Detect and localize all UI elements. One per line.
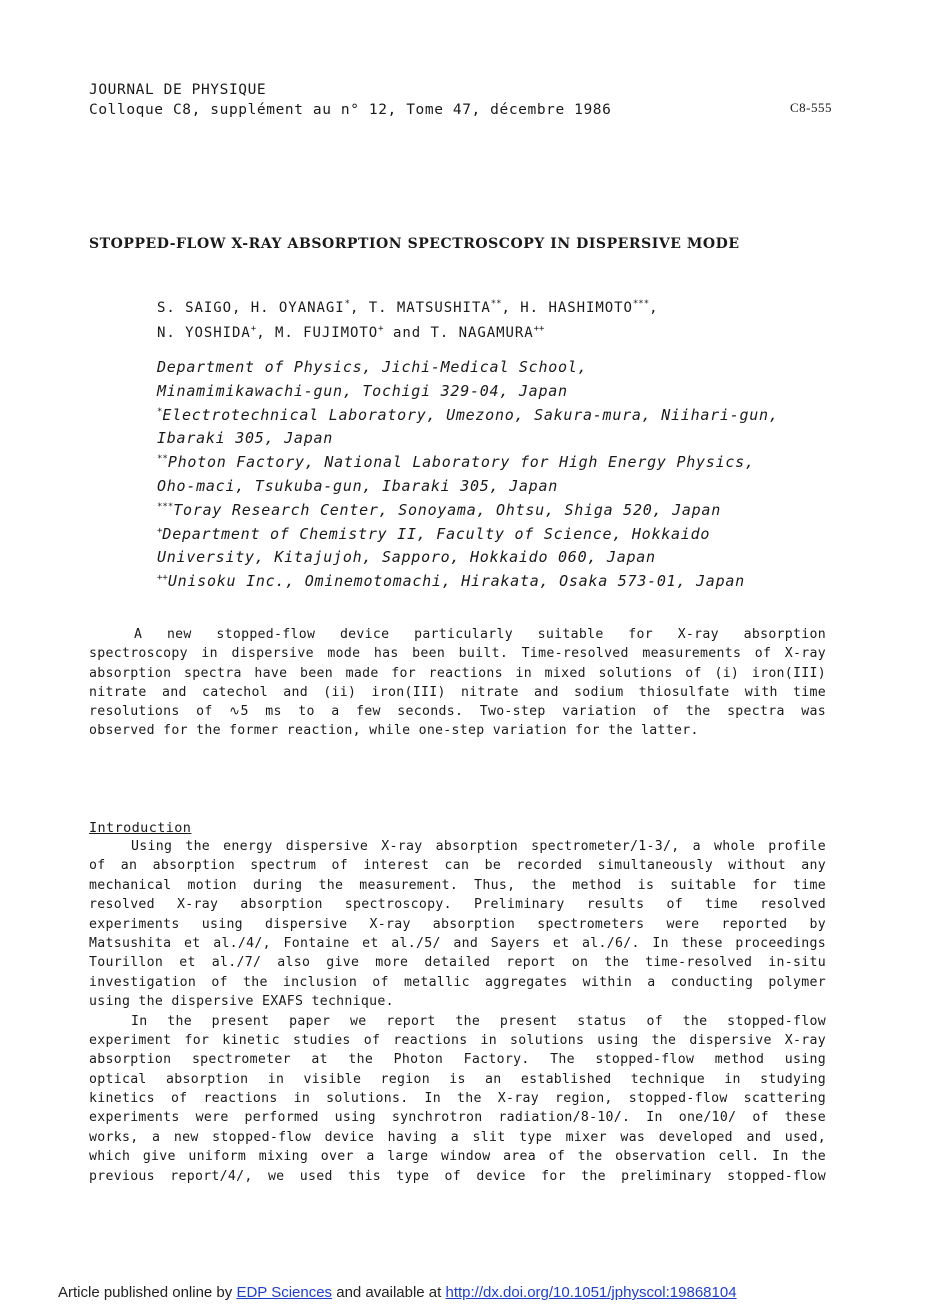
publication-footer [58, 1284, 737, 1301]
affiliation-line: +Department of Chemistry II, Faculty of Science, Hokkaido [157, 524, 711, 543]
affiliation-line: ***Toray Research Center, Sonoyama, Ohtsu, Shiga 520, Japan [157, 500, 721, 519]
abstract [89, 625, 826, 741]
body-line: experiments using dispersive X-ray absorption spectrometers were reported by [89, 916, 826, 932]
author-mark: ++ [533, 324, 545, 334]
body-line: Matsushita et al./4/, Fontaine et al./5/ and Sayers et al./6/. In these proceedings [89, 935, 826, 951]
body-line: which give uniform mixing over a large window area of the observation cell. In the [89, 1149, 826, 1165]
abstract-line: resolutions of ∿5 ms to a few seconds. Two-step variation of the spectra was [89, 704, 826, 720]
body-line: using the dispersive EXAFS technique. [89, 994, 394, 1010]
footer-prefix: Article published online by [58, 1284, 237, 1301]
publisher-link[interactable]: EDP Sciences [236, 1284, 333, 1301]
author-name: N. YOSHIDA [157, 325, 251, 341]
abstract-line: spectroscopy in dispersive mode has been built. Time-resolved measurements of X-ray [89, 646, 826, 662]
body-line: absorption spectrometer at the Photon Factory. The stopped-flow method using [89, 1052, 826, 1068]
author-line-1 [157, 294, 659, 319]
body-line: previous report/4/, we used this type of device for the preliminary stopped-flow [89, 1168, 826, 1184]
author-name: H. OYANAGI [250, 300, 345, 316]
abstract-line: A new stopped-flow device particularly suitable for X-ray absorption [134, 627, 826, 642]
affiliation-line: University, Kitajujoh, Sapporo, Hokkaido 060, Japan [157, 548, 656, 567]
body-line: works, a new stopped-flow device having a slit type mixer was developed and used, [89, 1129, 826, 1145]
author-mark: * [344, 299, 351, 309]
section-heading: Introduction [89, 820, 192, 836]
body-line: kinetics of reactions in solutions. In the X-ray region, stopped-flow scattering [89, 1091, 826, 1107]
journal-name: JOURNAL DE PHYSIQUE [89, 82, 267, 98]
body-line: investigation of the inclusion of metallic aggregates within a conducting polymer [89, 974, 826, 990]
author-mark: *** [632, 299, 650, 309]
body-line: Tourillon et al./7/ also give more detailed report on the time-resolved in-situ [89, 955, 826, 971]
author-list [157, 294, 659, 344]
affiliation-line: *Electrotechnical Laboratory, Umezono, Sakura-mura, Niihari-gun, [157, 405, 779, 424]
author-name: , T. MATSUSHITA [350, 300, 491, 316]
abstract-line: observed for the former reaction, while one-step variation for the latter. [89, 723, 699, 739]
affiliation-line: Oho-maci, Tsukuba-gun, Ibaraki 305, Japan [157, 476, 559, 495]
body-line: mechanical motion during the measurement. Thus, the method is suitable for time [89, 877, 826, 893]
body-line: Using the energy dispersive X-ray absorption spectrometer/1-3/, a whole profile [131, 839, 826, 854]
abstract-line: absorption spectra have been made for reactions in mixed solutions of (i) iron(III) [89, 665, 826, 681]
author-name: S. SAIGO, [157, 300, 251, 316]
journal-header [89, 80, 611, 120]
doi-link[interactable]: http://dx.doi.org/10.1051/jphyscol:19868104 [445, 1284, 737, 1301]
body-line: experiment for kinetic studies of reactions in solutions using the dispersive X-ray [89, 1032, 826, 1048]
author-mark: + [250, 324, 257, 334]
author-name: , H. HASHIMOTO [501, 300, 633, 316]
abstract-line: nitrate and catechol and (ii) iron(III) nitrate and sodium thiosulfate with time [89, 684, 826, 700]
affiliation-line: ++Unisoku Inc., Ominemotomachi, Hirakata, Osaka 573-01, Japan [157, 572, 745, 591]
author-mark: + [378, 324, 384, 334]
author-mark: ** [490, 299, 502, 309]
body-line: In the present paper we report the present status of the stopped-flow [131, 1013, 826, 1029]
introduction-body [89, 837, 826, 1186]
affiliation-line: Ibaraki 305, Japan [157, 429, 334, 448]
body-line: optical absorption in visible region is an established technique in studying [89, 1071, 826, 1087]
body-line: resolved X-ray absorption spectroscopy. Preliminary results of time resolved [89, 897, 826, 913]
author-name: , [649, 300, 659, 316]
body-line: of an absorption spectrum of interest can be recorded simultaneously without any [89, 858, 826, 874]
affiliation-line: Department of Physics, Jichi-Medical School, [157, 358, 588, 376]
page-code: C8-555 [790, 100, 832, 115]
author-line-2 [157, 319, 659, 344]
affiliations [157, 354, 779, 592]
author-name: , M. FUJIMOTO [256, 325, 379, 341]
affiliation-line: Minamimikawachi-gun, Tochigi 329-04, Japan [157, 381, 568, 400]
author-name: and T. NAGAMURA [383, 325, 534, 341]
affiliation-line: **Photon Factory, National Laboratory for High Energy Physics, [157, 453, 755, 472]
paper-title: STOPPED-FLOW X-RAY ABSORPTION SPECTROSCOPY IN DISPERSIVE MODE [89, 236, 740, 252]
colloque-line: Colloque C8, supplément au n° 12, Tome 47, décembre 1986 [89, 102, 612, 118]
body-line: experiments were performed using synchrotron radiation/8-10/. In one/10/ of these [89, 1110, 826, 1126]
footer-middle: and available at [332, 1284, 446, 1301]
